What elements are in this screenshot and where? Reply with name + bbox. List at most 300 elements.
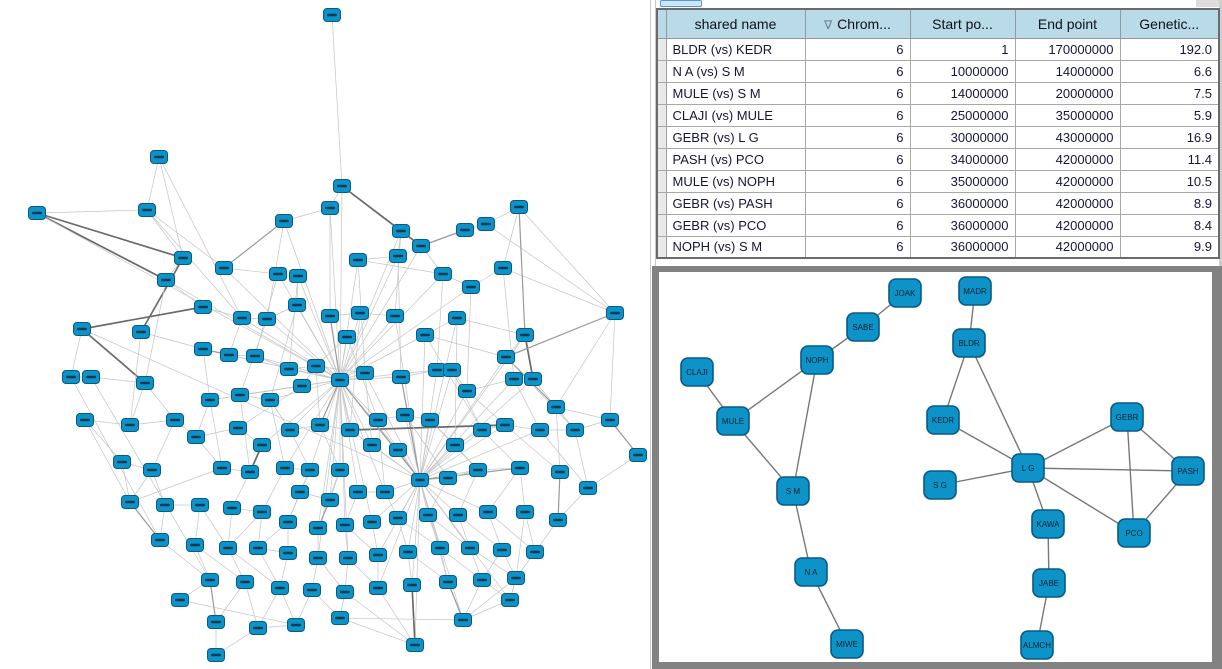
network-node[interactable] <box>214 462 231 475</box>
node-label-smudge <box>140 382 150 385</box>
network-node[interactable] <box>502 594 519 607</box>
node-label-smudge <box>610 312 620 315</box>
network-edge <box>610 313 615 420</box>
network-node[interactable] <box>478 218 495 231</box>
table-row[interactable] <box>657 38 1219 60</box>
network-node[interactable] <box>280 516 297 529</box>
network-node[interactable] <box>247 350 264 363</box>
cell-value[interactable]: 5.9 <box>1120 104 1219 126</box>
node-label-smudge <box>161 279 171 282</box>
network-node[interactable] <box>151 151 168 164</box>
network-node-pco[interactable] <box>1118 519 1150 547</box>
network-node[interactable] <box>417 329 434 342</box>
node-label-smudge <box>262 318 272 321</box>
network-node[interactable] <box>221 349 238 362</box>
network-node[interactable] <box>133 326 150 339</box>
network-node[interactable] <box>294 380 311 393</box>
table-row[interactable] <box>657 148 1219 170</box>
network-node[interactable] <box>250 622 267 635</box>
network-node[interactable] <box>157 499 174 512</box>
cell-shared-name[interactable]: BLDR (vs) KEDR <box>666 38 805 60</box>
network-node[interactable] <box>393 225 410 238</box>
network-node[interactable] <box>435 268 452 281</box>
network-node[interactable] <box>289 299 306 312</box>
network-edge <box>437 274 443 370</box>
network-node[interactable] <box>350 254 367 267</box>
network-node[interactable] <box>308 360 325 373</box>
node-label-smudge <box>280 467 290 470</box>
network-node[interactable] <box>63 371 80 384</box>
network-node[interactable] <box>230 422 247 435</box>
network-node[interactable] <box>29 207 46 220</box>
network-node[interactable] <box>122 496 139 509</box>
network-node[interactable] <box>220 542 237 555</box>
network-node[interactable] <box>137 377 154 390</box>
cell-value[interactable]: 34000000 <box>910 148 1015 170</box>
network-node[interactable] <box>412 474 429 487</box>
table-row[interactable] <box>657 126 1219 148</box>
network-node[interactable] <box>407 639 424 652</box>
network-node[interactable] <box>393 371 410 384</box>
node-label-smudge <box>403 551 413 554</box>
cell-shared-name[interactable]: MULE (vs) NOPH <box>666 170 805 192</box>
network-node[interactable] <box>114 456 131 469</box>
cell-value[interactable]: 42000000 <box>1015 170 1120 192</box>
network-node[interactable] <box>459 385 476 398</box>
column-header-shared-name[interactable]: shared name <box>666 9 805 38</box>
network-node[interactable] <box>387 310 404 323</box>
network-node-bldr[interactable] <box>953 329 985 357</box>
network-edge <box>71 329 82 377</box>
cell-value[interactable]: 11.4 <box>1120 148 1219 170</box>
table-row[interactable] <box>657 60 1219 82</box>
node-label: S G <box>933 481 947 490</box>
table-row[interactable] <box>657 170 1219 192</box>
network-node[interactable] <box>224 502 241 515</box>
network-edge-GEBR-PCO[interactable] <box>1127 417 1134 533</box>
node-label-smudge <box>217 467 227 470</box>
network-node[interactable] <box>370 582 387 595</box>
network-node[interactable] <box>580 482 597 495</box>
cell-value[interactable]: 20000000 <box>1015 82 1120 104</box>
network-node[interactable] <box>508 572 525 585</box>
network-node[interactable] <box>630 449 647 462</box>
network-node-pash[interactable] <box>1172 457 1204 485</box>
cell-value[interactable]: 36000000 <box>910 214 1015 236</box>
network-node[interactable] <box>234 312 251 325</box>
cell-value[interactable]: 7.5 <box>1120 82 1219 104</box>
row-gutter <box>657 192 666 214</box>
network-node[interactable] <box>310 552 327 565</box>
cell-value[interactable]: 192.0 <box>1120 38 1219 60</box>
network-node[interactable] <box>525 373 542 386</box>
network-node[interactable] <box>208 649 225 662</box>
node-label-smudge <box>235 394 245 397</box>
network-node[interactable] <box>390 444 407 457</box>
network-node[interactable] <box>254 506 271 519</box>
node-label-smudge <box>458 619 468 622</box>
network-node[interactable] <box>158 274 175 287</box>
network-node[interactable] <box>187 539 204 552</box>
network-node[interactable] <box>288 619 305 632</box>
cell-value[interactable]: 42000000 <box>1015 192 1120 214</box>
network-node[interactable] <box>532 424 549 437</box>
network-edge <box>467 287 471 391</box>
node-label: NOPH <box>805 356 829 365</box>
network-node[interactable] <box>449 312 466 325</box>
cell-value[interactable]: 6 <box>805 192 910 214</box>
network-node[interactable] <box>390 250 407 263</box>
network-node[interactable] <box>304 584 321 597</box>
network-node[interactable] <box>400 546 417 559</box>
network-node[interactable] <box>322 494 339 507</box>
cell-value[interactable]: 14000000 <box>1015 60 1120 82</box>
network-node[interactable] <box>420 509 437 522</box>
node-label-smudge <box>373 419 383 422</box>
node-label-smudge <box>360 372 370 375</box>
network-edge <box>332 15 342 186</box>
network-node[interactable] <box>357 367 374 380</box>
network-node[interactable] <box>83 371 100 384</box>
node-label-smudge <box>520 511 530 514</box>
network-node[interactable] <box>281 363 298 376</box>
network-node[interactable] <box>282 424 299 437</box>
network-node[interactable] <box>548 401 565 414</box>
network-node[interactable] <box>352 307 369 320</box>
cell-value[interactable]: 6 <box>805 126 910 148</box>
network-node[interactable] <box>208 616 225 629</box>
network-node[interactable] <box>527 546 544 559</box>
network-node[interactable] <box>167 414 184 427</box>
cell-value[interactable]: 42000000 <box>1015 148 1120 170</box>
network-node[interactable] <box>339 331 356 344</box>
cell-shared-name[interactable]: GEBR (vs) L G <box>666 126 805 148</box>
node-label-smudge <box>511 577 521 580</box>
node-label-smudge <box>77 328 87 331</box>
column-header-genetic-[interactable]: Genetic... <box>1120 9 1219 38</box>
node-label-smudge <box>477 429 487 432</box>
cell-value[interactable]: 30000000 <box>910 126 1015 148</box>
cell-value[interactable]: 6 <box>805 236 910 258</box>
network-node[interactable] <box>450 509 467 522</box>
network-node[interactable] <box>470 464 487 477</box>
node-label-smudge <box>227 507 237 510</box>
network-node[interactable] <box>310 522 327 535</box>
node-label-smudge <box>465 547 475 550</box>
cell-value[interactable]: 35000000 <box>1015 104 1120 126</box>
node-label-smudge <box>505 599 515 602</box>
network-node[interactable] <box>188 431 205 444</box>
network-node[interactable] <box>216 262 233 275</box>
cell-value[interactable]: 36000000 <box>910 236 1015 258</box>
cell-value[interactable]: 36000000 <box>910 192 1015 214</box>
network-node[interactable] <box>192 499 209 512</box>
cell-value[interactable]: 1 <box>910 38 1015 60</box>
cell-value[interactable]: 25000000 <box>910 104 1015 126</box>
network-node-claji[interactable] <box>681 358 713 386</box>
network-node[interactable] <box>517 329 534 342</box>
network-node[interactable] <box>322 310 339 323</box>
network-edge <box>412 585 415 645</box>
network-node[interactable] <box>474 574 491 587</box>
horizontal-scrollbar-thumb[interactable] <box>660 0 702 7</box>
node-label-smudge <box>353 259 363 262</box>
cell-value[interactable]: 6 <box>805 60 910 82</box>
network-node-kedr[interactable] <box>927 406 959 434</box>
network-node[interactable] <box>332 464 349 477</box>
network-node[interactable] <box>390 512 407 525</box>
node-label-smudge <box>551 406 561 409</box>
network-node[interactable] <box>498 351 515 364</box>
network-node-miwe[interactable] <box>831 630 863 658</box>
node-label-smudge <box>373 587 383 590</box>
node-label-smudge <box>327 14 337 17</box>
network-node[interactable] <box>511 201 528 214</box>
node-label-smudge <box>396 230 406 233</box>
cell-value[interactable]: 14000000 <box>910 82 1015 104</box>
node-label-smudge <box>528 378 538 381</box>
node-label-smudge <box>633 454 643 457</box>
node-label-smudge <box>313 557 323 560</box>
network-node[interactable] <box>122 419 139 432</box>
node-label-smudge <box>211 621 221 624</box>
node-label-smudge <box>396 376 406 379</box>
table-row[interactable] <box>657 236 1219 258</box>
network-node[interactable] <box>607 307 624 320</box>
cell-value[interactable]: 6 <box>805 104 910 126</box>
network-node-kawa[interactable] <box>1032 510 1064 538</box>
node-label-smudge <box>86 376 96 379</box>
node-label-smudge <box>253 547 263 550</box>
network-node[interactable] <box>262 394 279 407</box>
network-node[interactable] <box>455 614 472 627</box>
column-header-start-po-[interactable]: Start po... <box>910 9 1015 38</box>
network-node[interactable] <box>77 414 94 427</box>
network-node[interactable] <box>602 414 619 427</box>
subnetwork-canvas-area[interactable] <box>659 272 1212 662</box>
network-node-gebr[interactable] <box>1111 403 1143 431</box>
network-node[interactable] <box>172 594 189 607</box>
network-node-madr[interactable] <box>959 277 991 305</box>
network-node[interactable] <box>397 409 414 422</box>
network-node[interactable] <box>494 544 511 557</box>
cell-value[interactable]: 170000000 <box>1015 38 1120 60</box>
network-node[interactable] <box>195 301 212 314</box>
cell-shared-name[interactable]: GEBR (vs) PASH <box>666 192 805 214</box>
network-node[interactable] <box>242 466 259 479</box>
node-label-smudge <box>80 419 90 422</box>
node-label-smudge <box>292 304 302 307</box>
cell-value[interactable]: 6 <box>805 38 910 60</box>
cell-value[interactable]: 8.9 <box>1120 192 1219 214</box>
network-node[interactable] <box>237 576 254 589</box>
network-node[interactable] <box>462 542 479 555</box>
network-node[interactable] <box>337 586 354 599</box>
network-node[interactable] <box>447 439 464 452</box>
node-label: KEDR <box>931 416 955 425</box>
network-node[interactable] <box>440 472 457 485</box>
network-node[interactable] <box>334 180 351 193</box>
network-node[interactable] <box>152 534 169 547</box>
column-header-chrom-[interactable]: ∇ Chrom... <box>805 9 910 38</box>
network-node[interactable] <box>480 506 497 519</box>
network-node[interactable] <box>444 364 461 377</box>
network-node-noph[interactable] <box>801 346 833 374</box>
network-edge <box>558 472 560 520</box>
cell-value[interactable]: 16.9 <box>1120 126 1219 148</box>
node-label-smudge <box>147 469 157 472</box>
network-node[interactable] <box>364 439 381 452</box>
network-node[interactable] <box>277 462 294 475</box>
network-node[interactable] <box>457 224 474 237</box>
network-node[interactable] <box>272 582 289 595</box>
network-edge <box>556 313 615 407</box>
network-node[interactable] <box>302 464 319 477</box>
node-label-smudge <box>415 479 425 482</box>
network-node[interactable] <box>202 394 219 407</box>
cell-value[interactable]: 10.5 <box>1120 170 1219 192</box>
network-node[interactable] <box>202 574 219 587</box>
node-label-smudge <box>325 499 335 502</box>
network-node[interactable] <box>512 462 529 475</box>
network-node[interactable] <box>250 542 267 555</box>
column-header-end-point[interactable]: End point <box>1015 9 1120 38</box>
network-edge-BLDR-LG[interactable] <box>969 343 1028 468</box>
cell-shared-name[interactable]: MULE (vs) S M <box>666 82 805 104</box>
subnetwork-canvas[interactable] <box>659 272 1212 662</box>
network-node[interactable] <box>517 506 534 519</box>
row-gutter-header <box>657 9 666 38</box>
network-node[interactable] <box>270 268 287 281</box>
network-node[interactable] <box>552 466 569 479</box>
cell-value[interactable]: 43000000 <box>1015 126 1120 148</box>
network-node[interactable] <box>432 542 449 555</box>
network-node[interactable] <box>74 323 91 336</box>
network-node[interactable] <box>567 424 584 437</box>
subnetwork-panel <box>652 266 1222 669</box>
network-node[interactable] <box>322 202 339 215</box>
filter-icon[interactable]: ∇ <box>824 17 833 32</box>
network-node-s-m[interactable] <box>777 477 809 505</box>
cell-value[interactable]: 42000000 <box>1015 236 1120 258</box>
cell-value[interactable]: 35000000 <box>910 170 1015 192</box>
cell-value[interactable]: 6.6 <box>1120 60 1219 82</box>
network-node[interactable] <box>337 519 354 532</box>
network-node[interactable] <box>139 204 156 217</box>
network-node[interactable] <box>312 419 329 432</box>
network-node[interactable] <box>195 343 212 356</box>
network-node-sabe[interactable] <box>847 313 879 341</box>
network-edge <box>203 349 210 400</box>
network-node[interactable] <box>429 364 446 377</box>
cell-value[interactable]: 6 <box>805 170 910 192</box>
cell-value[interactable]: 6 <box>805 148 910 170</box>
cell-value[interactable]: 10000000 <box>910 60 1015 82</box>
network-node[interactable] <box>413 240 430 253</box>
network-edge <box>37 210 147 213</box>
table-row[interactable] <box>657 104 1219 126</box>
network-node-l-g[interactable] <box>1012 454 1044 482</box>
node-label-smudge <box>393 449 403 452</box>
network-node[interactable] <box>292 486 309 499</box>
network-node[interactable] <box>463 281 480 294</box>
row-gutter <box>657 60 666 82</box>
network-edge <box>141 332 203 349</box>
table-row[interactable] <box>657 192 1219 214</box>
network-node[interactable] <box>144 464 161 477</box>
node-label-smudge <box>170 419 180 422</box>
cell-shared-name[interactable]: NOPH (vs) S M <box>666 236 805 258</box>
node-label-smudge <box>342 336 352 339</box>
network-node[interactable] <box>276 215 293 228</box>
network-node[interactable] <box>332 374 349 387</box>
cell-shared-name[interactable]: PASH (vs) PCO <box>666 148 805 170</box>
cell-shared-name[interactable]: N A (vs) S M <box>666 60 805 82</box>
row-gutter <box>657 38 666 60</box>
network-node[interactable] <box>422 414 439 427</box>
network-node-jabe[interactable] <box>1033 569 1065 597</box>
scrollbar-corner <box>1196 0 1220 7</box>
cell-value[interactable]: 6 <box>805 214 910 236</box>
network-node[interactable] <box>404 579 421 592</box>
network-node[interactable] <box>497 419 514 432</box>
table-row[interactable] <box>657 82 1219 104</box>
cell-value[interactable]: 6 <box>805 82 910 104</box>
node-label-smudge <box>410 644 420 647</box>
network-node[interactable] <box>364 516 381 529</box>
network-node[interactable] <box>495 262 512 275</box>
node-label-smudge <box>407 584 417 587</box>
network-node-joak[interactable] <box>889 279 921 307</box>
cell-value[interactable]: 42000000 <box>1015 214 1120 236</box>
network-edge-LG-PASH[interactable] <box>1028 468 1188 471</box>
node-label-smudge <box>447 369 457 372</box>
network-node[interactable] <box>254 439 271 452</box>
network-node[interactable] <box>370 414 387 427</box>
cell-shared-name[interactable]: CLAJI (vs) MULE <box>666 104 805 126</box>
row-gutter <box>657 104 666 126</box>
node-label-smudge <box>315 424 325 427</box>
network-node-s-g[interactable] <box>924 471 956 499</box>
node-label-smudge <box>237 317 247 320</box>
network-node[interactable] <box>324 9 341 22</box>
cell-value[interactable]: 8.4 <box>1120 214 1219 236</box>
network-node-n-a[interactable] <box>795 558 827 586</box>
network-node[interactable] <box>332 612 349 625</box>
network-node[interactable] <box>350 486 367 499</box>
cell-value[interactable]: 9.9 <box>1120 236 1219 258</box>
network-node-mule[interactable] <box>717 407 749 435</box>
cell-shared-name[interactable]: GEBR (vs) PCO <box>666 214 805 236</box>
network-node[interactable] <box>474 424 491 437</box>
table-row[interactable] <box>657 214 1219 236</box>
network-node[interactable] <box>342 424 359 437</box>
network-node[interactable] <box>440 576 457 589</box>
network-node[interactable] <box>506 373 523 386</box>
network-node[interactable] <box>550 514 567 527</box>
network-node[interactable] <box>259 313 276 326</box>
network-node[interactable] <box>280 547 297 560</box>
network-node[interactable] <box>175 252 192 265</box>
network-node[interactable] <box>370 549 387 562</box>
node-label-smudge <box>473 469 483 472</box>
network-node[interactable] <box>377 486 394 499</box>
network-node[interactable] <box>340 552 357 565</box>
network-edge-NOPH-SM[interactable] <box>793 360 817 491</box>
network-node-almch[interactable] <box>1021 631 1053 659</box>
network-node[interactable] <box>232 389 249 402</box>
network-node[interactable] <box>290 270 307 283</box>
